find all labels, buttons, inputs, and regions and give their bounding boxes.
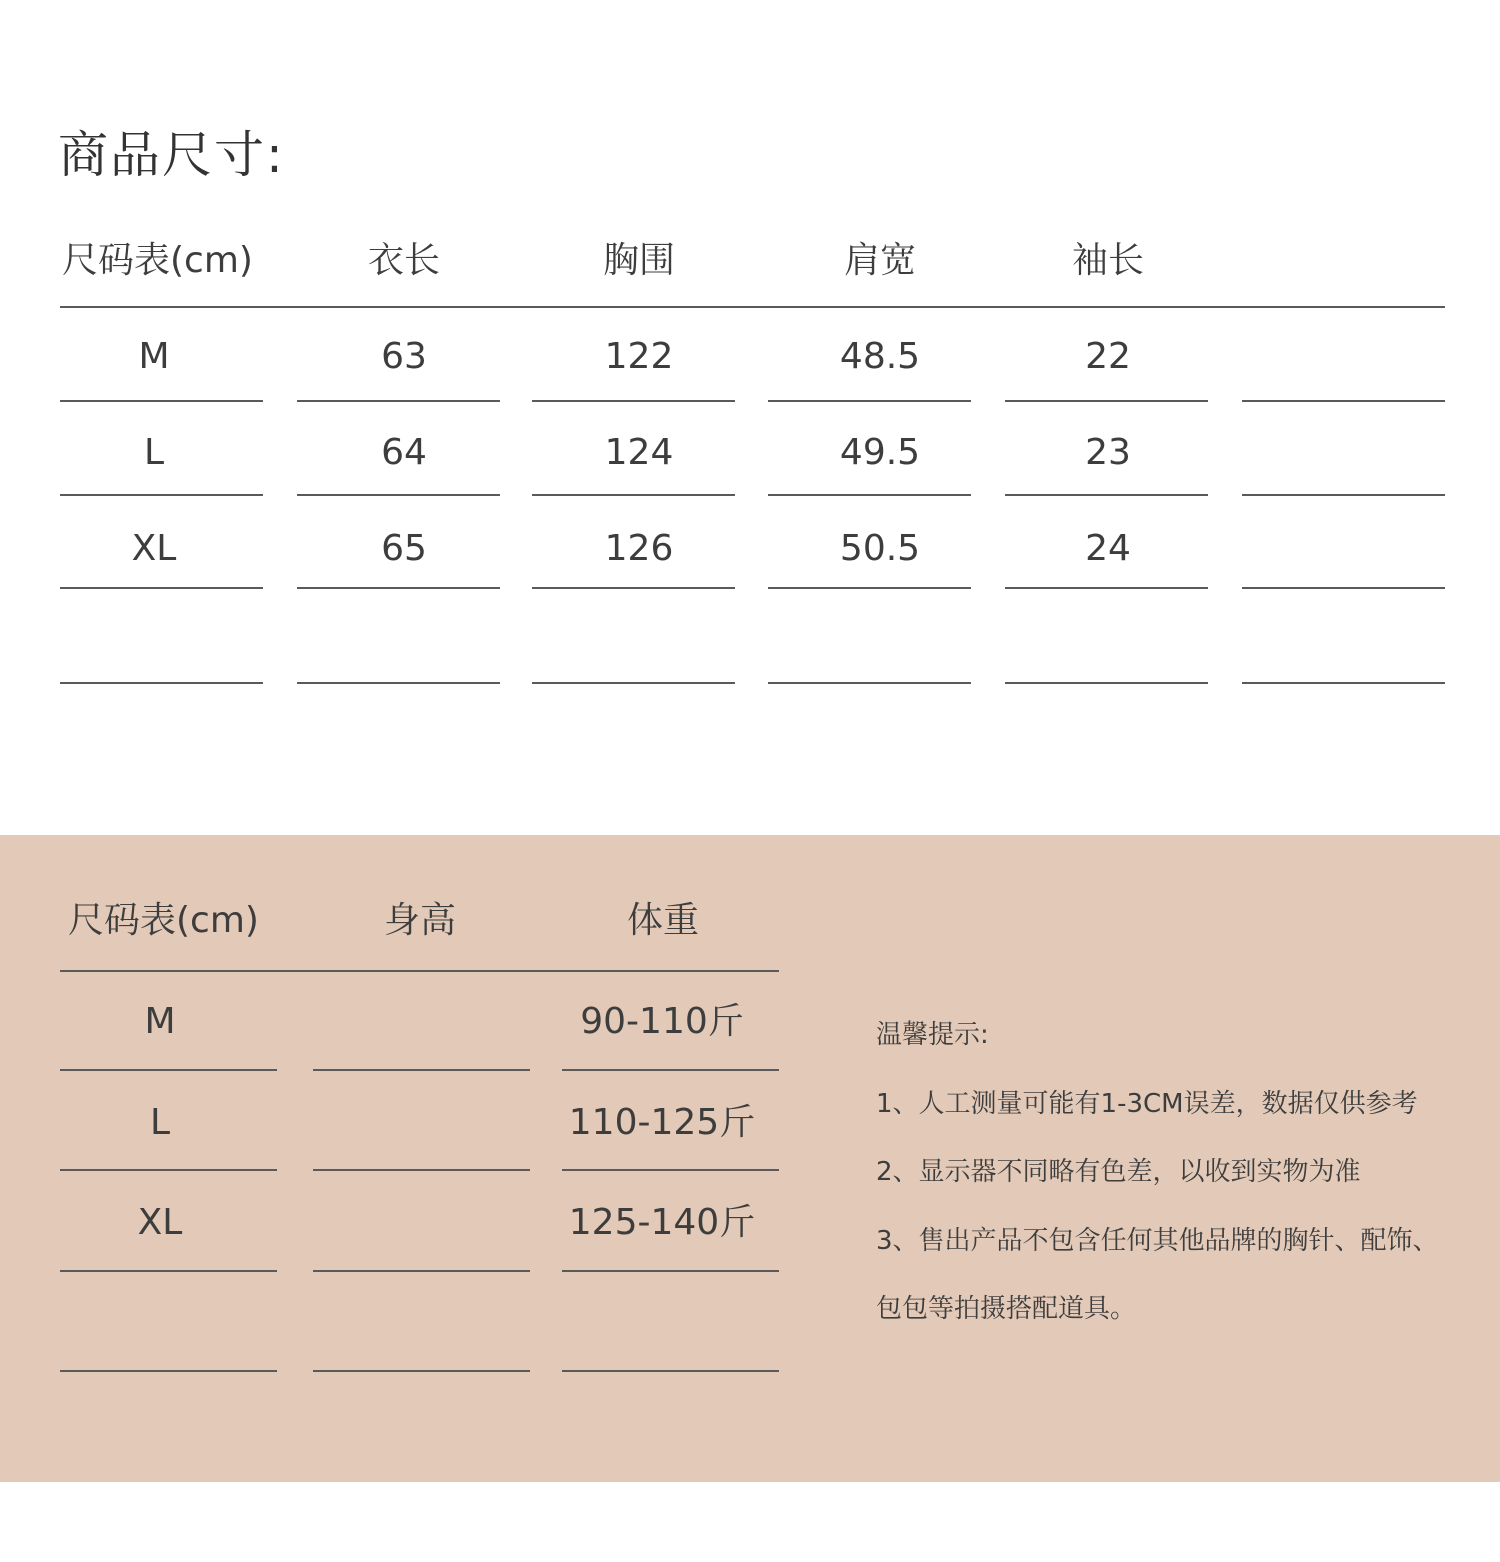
page-title: 商品尺寸: [58, 126, 285, 184]
row-divider [1005, 494, 1208, 496]
size-table-header-length: 衣长 [368, 240, 441, 281]
row-divider [562, 1069, 779, 1071]
size-cell: L [149, 1102, 171, 1143]
row-divider [60, 1370, 277, 1372]
sleeve-cell: 24 [1085, 528, 1131, 569]
row-divider [562, 1270, 779, 1272]
row-divider [1005, 682, 1208, 684]
row-divider [60, 1069, 277, 1071]
row-divider [532, 400, 735, 402]
shoulder-cell: 48.5 [839, 336, 921, 377]
row-divider [768, 400, 971, 402]
row-divider [532, 587, 735, 589]
length-cell: 65 [381, 528, 427, 569]
row-divider [562, 1370, 779, 1372]
shoulder-cell: 50.5 [839, 528, 921, 569]
notes-heading: 温馨提示: [876, 1020, 989, 1050]
notes-line: 1、人工测量可能有1-3CM误差，数据仅供参考 [876, 1089, 1418, 1119]
row-divider [297, 587, 500, 589]
size-table-header-sleeve: 袖长 [1072, 240, 1145, 281]
row-divider [60, 494, 263, 496]
fit-table-header-size: 尺码表(cm) [68, 900, 259, 941]
row-divider [60, 1169, 277, 1171]
weight-cell: 110-125斤 [568, 1102, 756, 1143]
size-cell: XL [131, 528, 177, 569]
row-divider [297, 494, 500, 496]
row-divider [60, 400, 263, 402]
row-divider [768, 494, 971, 496]
length-cell: 64 [381, 432, 427, 473]
row-divider [768, 587, 971, 589]
size-table-header-chest: 胸围 [603, 240, 676, 281]
weight-cell: 125-140斤 [568, 1202, 756, 1243]
size-table-header-shoulder: 肩宽 [844, 240, 917, 281]
row-divider [313, 1270, 530, 1272]
size-table-header-size: 尺码表(cm) [62, 240, 253, 281]
notes-line: 包包等拍摄搭配道具。 [876, 1294, 1137, 1324]
size-cell: M [144, 1001, 176, 1042]
row-divider [1242, 494, 1445, 496]
row-divider [60, 682, 263, 684]
size-table-header-rule [60, 306, 1445, 308]
fit-table-header-height: 身高 [384, 900, 457, 941]
row-divider [313, 1069, 530, 1071]
fit-table-header-rule [60, 970, 779, 972]
length-cell: 63 [381, 336, 427, 377]
weight-cell: 90-110斤 [580, 1001, 744, 1042]
row-divider [1005, 400, 1208, 402]
sleeve-cell: 23 [1085, 432, 1131, 473]
row-divider [1242, 400, 1445, 402]
row-divider [60, 587, 263, 589]
size-cell: XL [137, 1202, 183, 1243]
row-divider [60, 1270, 277, 1272]
chest-cell: 124 [604, 432, 674, 473]
row-divider [768, 682, 971, 684]
notes-line: 3、售出产品不包含任何其他品牌的胸针、配饰、 [876, 1226, 1439, 1256]
shoulder-cell: 49.5 [839, 432, 921, 473]
row-divider [532, 494, 735, 496]
row-divider [313, 1370, 530, 1372]
notes-line: 2、显示器不同略有色差，以收到实物为准 [876, 1157, 1361, 1187]
row-divider [562, 1169, 779, 1171]
size-cell: M [138, 336, 170, 377]
row-divider [532, 682, 735, 684]
sleeve-cell: 22 [1085, 336, 1131, 377]
chest-cell: 122 [604, 336, 674, 377]
size-cell: L [143, 432, 165, 473]
row-divider [297, 400, 500, 402]
row-divider [313, 1169, 530, 1171]
row-divider [1242, 682, 1445, 684]
row-divider [1242, 587, 1445, 589]
row-divider [297, 682, 500, 684]
row-divider [1005, 587, 1208, 589]
chest-cell: 126 [604, 528, 674, 569]
fit-table-header-weight: 体重 [627, 900, 700, 941]
